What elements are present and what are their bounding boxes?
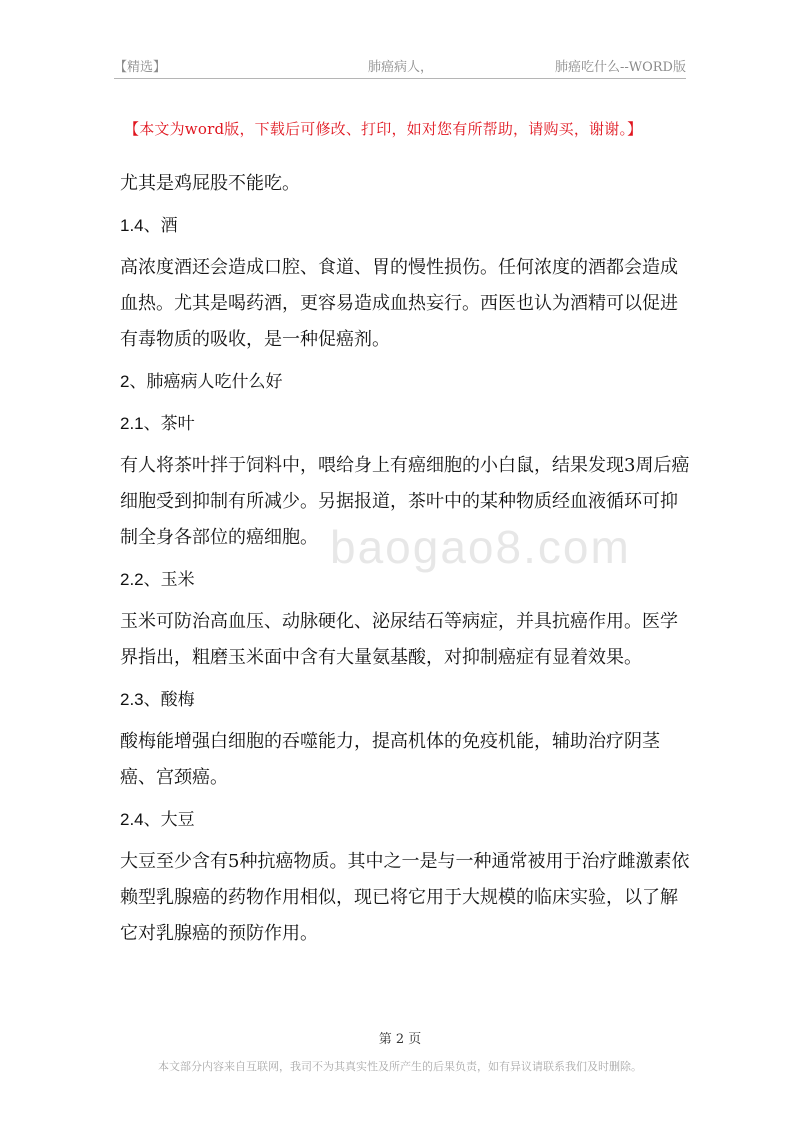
section-heading: 2、肺癌病人吃什么好 bbox=[120, 372, 283, 391]
header-center-title: 肺癌病人， bbox=[368, 60, 434, 75]
section-heading: 2.1、茶叶 bbox=[120, 414, 195, 433]
section-heading: 2.2、玉米 bbox=[120, 570, 195, 589]
page-footer-disclaimer: 本文部分内容来自互联网，我司不为其真实性及所产生的后果负责，如有异议请联系我们及时删除。 bbox=[158, 1060, 642, 1073]
section-heading: 2.4、大豆 bbox=[120, 810, 195, 829]
body-paragraph: 高浓度酒还会造成口腔、食道、胃的慢性损伤。任何浓度的酒都会造成血热。尤其是喝药酒，更容易造成血热妄行。西医也认为酒精可以促进有毒物质的吸收，是一种促癌剂。 bbox=[120, 257, 678, 350]
body-paragraph: 尤其是鸡屁股不能吃。 bbox=[120, 173, 300, 194]
watermark: baogao8.com bbox=[330, 521, 631, 573]
body-paragraph: 有人将茶叶拌于饲料中，喂给身上有癌细胞的小白鼠，结果发现3周后癌细胞受到抑制有所减少。另据报道，茶叶中的某种物质经血液循环可抑制全身各部位的癌细胞。 bbox=[120, 455, 690, 548]
section-heading: 1.4、酒 bbox=[120, 216, 178, 235]
page-header bbox=[114, 56, 686, 79]
body-paragraph: 酸梅能增强白细胞的吞噬能力，提高机体的免疫机能，辅助治疗阴茎癌、宫颈癌。 bbox=[120, 731, 660, 788]
page-number: 第 2 页 bbox=[378, 1032, 422, 1047]
download-notice: 【本文为word版，下载后可修改、打印，如对您有所帮助，请购买，谢谢。】 bbox=[124, 120, 643, 138]
section-heading: 2.3、酸梅 bbox=[120, 690, 195, 709]
document-body bbox=[120, 166, 692, 958]
header-right-title: 肺癌吃什么--WORD版 bbox=[554, 60, 686, 75]
header-left-tag: 【精选】 bbox=[114, 60, 167, 75]
body-paragraph: 大豆至少含有5种抗癌物质。其中之一是与一种通常被用于治疗雌激素依赖型乳腺癌的药物作用相似，现已将它用于大规模的临床实验，以了解它对乳腺癌的预防作用。 bbox=[120, 851, 690, 944]
body-paragraph: 玉米可防治高血压、动脉硬化、泌尿结石等病症，并具抗癌作用。医学界指出，粗磨玉米面中含有大量氨基酸，对抑制癌症有显着效果。 bbox=[120, 611, 678, 668]
